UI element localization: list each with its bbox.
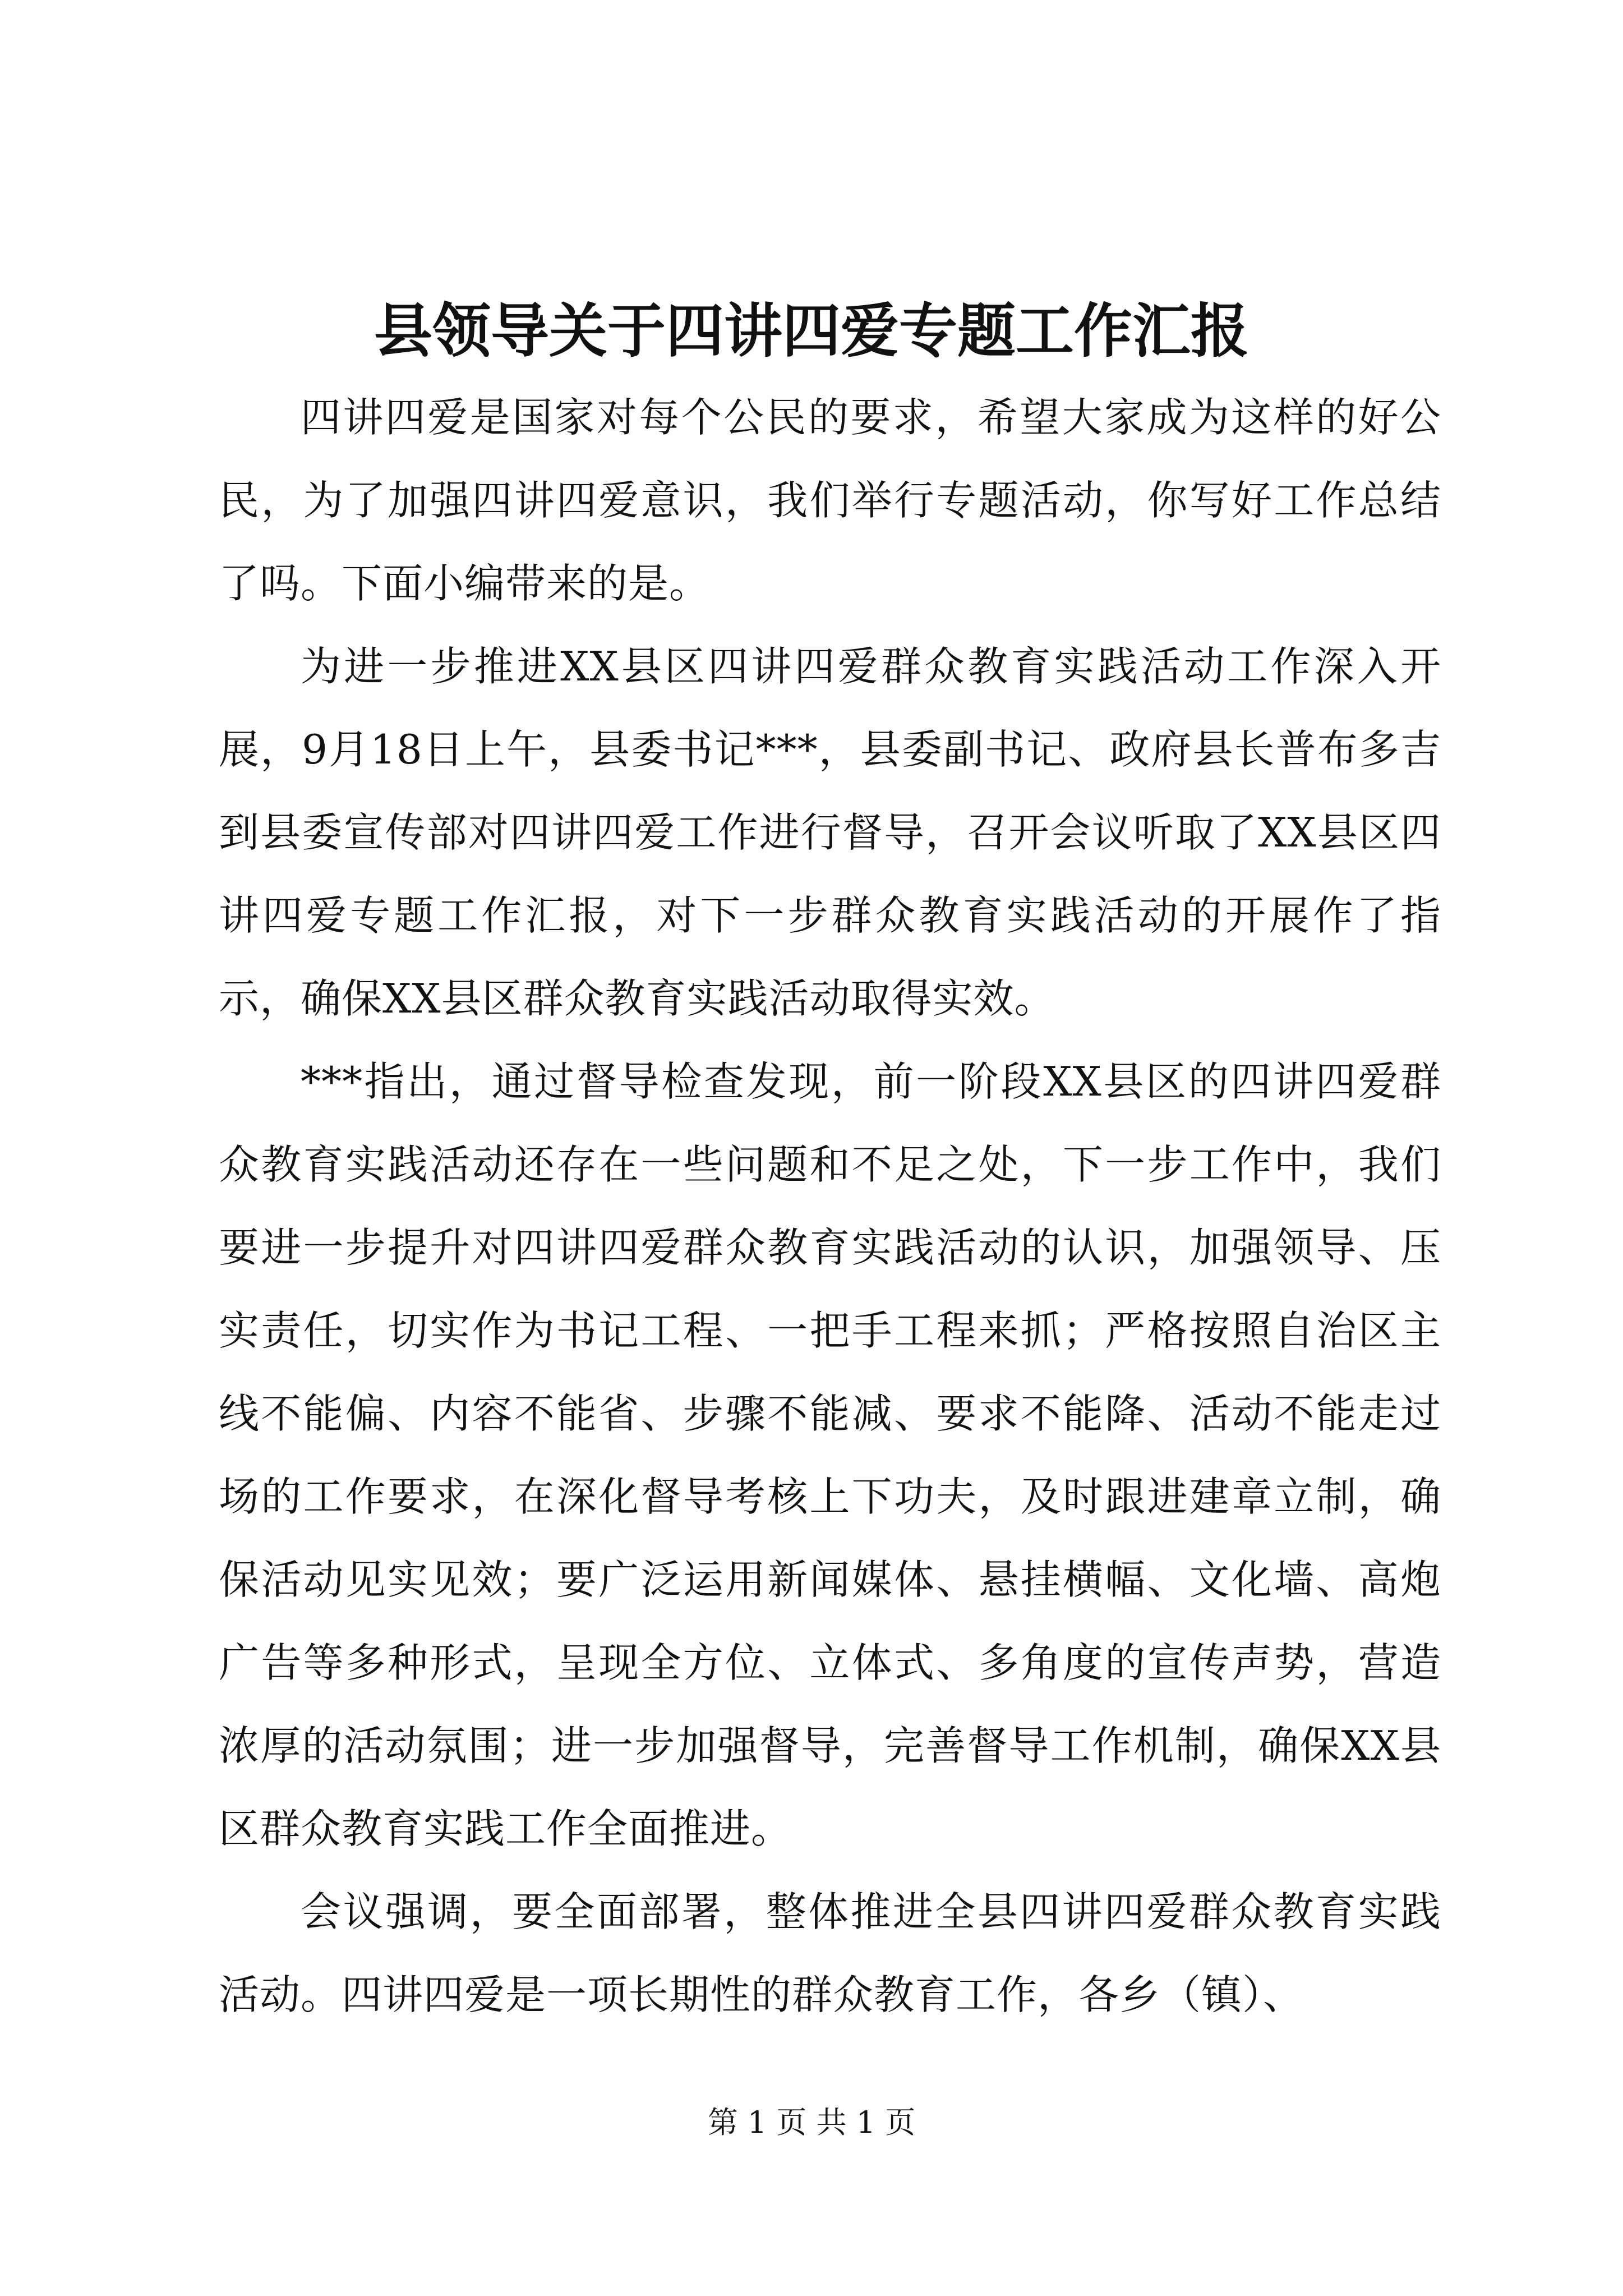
document-title: 县领导关于四讲四爱专题工作汇报 — [374, 296, 1249, 365]
paragraph-emphasis: 会议强调，要全面部署，整体推进全县四讲四爱群众教育实践活动。四讲四爱是一项长期性的群众教育工作，各乡（镇）、 — [219, 1888, 1441, 2018]
page-footer: 第 1 页 共 1 页 — [707, 2105, 916, 2140]
paragraph-meeting: 为进一步推进XX县区四讲四爱群众教育实践活动工作深入开展，9月18日上午，县委书记***，县委副书记、政府县长普布多吉到县委宣传部对四讲四爱工作进行督导，召开会议听取了XX县区四讲四爱专题工作汇报，对下一步群众教育实践活动的开展作了指示，确保XX县区群众教育实践活动取得实效。 — [219, 643, 1441, 1022]
document-body — [219, 376, 1441, 2036]
paragraph-intro: 四讲四爱是国家对每个公民的要求，希望大家成为这样的好公民，为了加强四讲四爱意识，我们举行专题活动，你写好工作总结了吗。下面小编带来的是。 — [219, 394, 1441, 607]
paragraph-instructions: ***指出，通过督导检查发现，前一阶段XX县区的四讲四爱群众教育实践活动还存在一些问题和不足之处，下一步工作中，我们要进一步提升对四讲四爱群众教育实践活动的认识，加强领导、压实责任，切实作为书记工程、一把手工程来抓；严格按照自治区主线不能偏、内容不能省、步骤不能减、要求不能降、活动不能走过场的工作要求，在深化督导考核上下功夫，及时跟进建章立制，确保活动见实见效；要广泛运用新闻媒体、悬挂横幅、文化墙、高炮广告等多种形式，呈现全方位、立体式、多角度的宣传声势，营造浓厚的活动氛围；进一步加强督导，完善督导工作机制，确保XX县区群众教育实践工作全面推进。 — [219, 1058, 1441, 1852]
